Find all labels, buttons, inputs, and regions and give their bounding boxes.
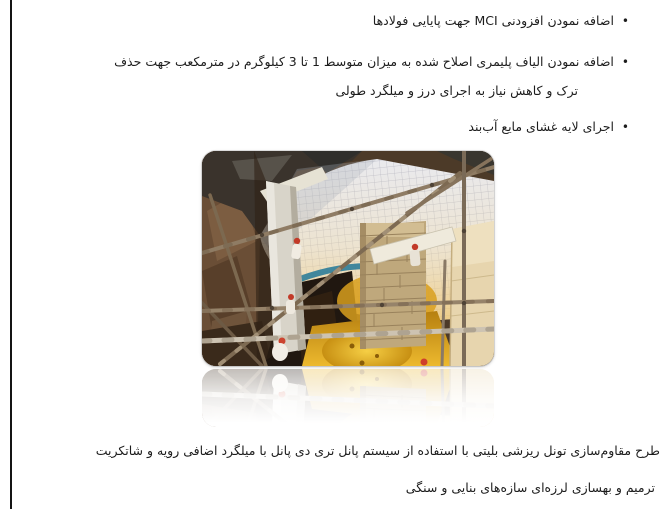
bullet-item-2-text-wrap: ترک و کاهش نیاز به اجرای درز و میلگرد طولی <box>335 83 578 98</box>
tunnel-photo-reflection <box>202 369 494 427</box>
reflection-fade-overlay <box>202 369 494 427</box>
page-border-left <box>10 0 12 509</box>
bullet-item-3-text: اجرای لایه غشای مایع آب‌بند <box>468 119 614 134</box>
bullet-item-2 <box>114 52 629 72</box>
bullet-item-2-wrap-line <box>335 81 578 101</box>
bullet-item-2-text: اضافه نمودن الیاف پلیمری اصلاح شده به میزان متوسط 1 تا 3 کیلوگرم در مترمکعب جهت حذف <box>114 54 614 69</box>
bullet-marker: • <box>621 14 629 28</box>
bullet-item-3 <box>468 117 629 137</box>
bullet-item-1-text: اضافه نمودن افزودنی MCI جهت پایایی فولادها <box>372 13 614 28</box>
tunnel-photo <box>202 151 494 366</box>
caption-line-2: ترمیم و بهسازی لرزه‌ای سازه‌های بنایی و سنگی <box>405 480 655 495</box>
caption-line-1: طرح مقاوم‌سازی تونل ریزشی بلیتی با استفاده از سیستم پانل تری دی پانل با میلگرد اضافی رویه و شاتکریت <box>95 443 660 458</box>
bullet-item-1 <box>373 11 629 31</box>
bullet-marker: • <box>621 55 629 69</box>
bullet-marker: • <box>621 120 629 134</box>
